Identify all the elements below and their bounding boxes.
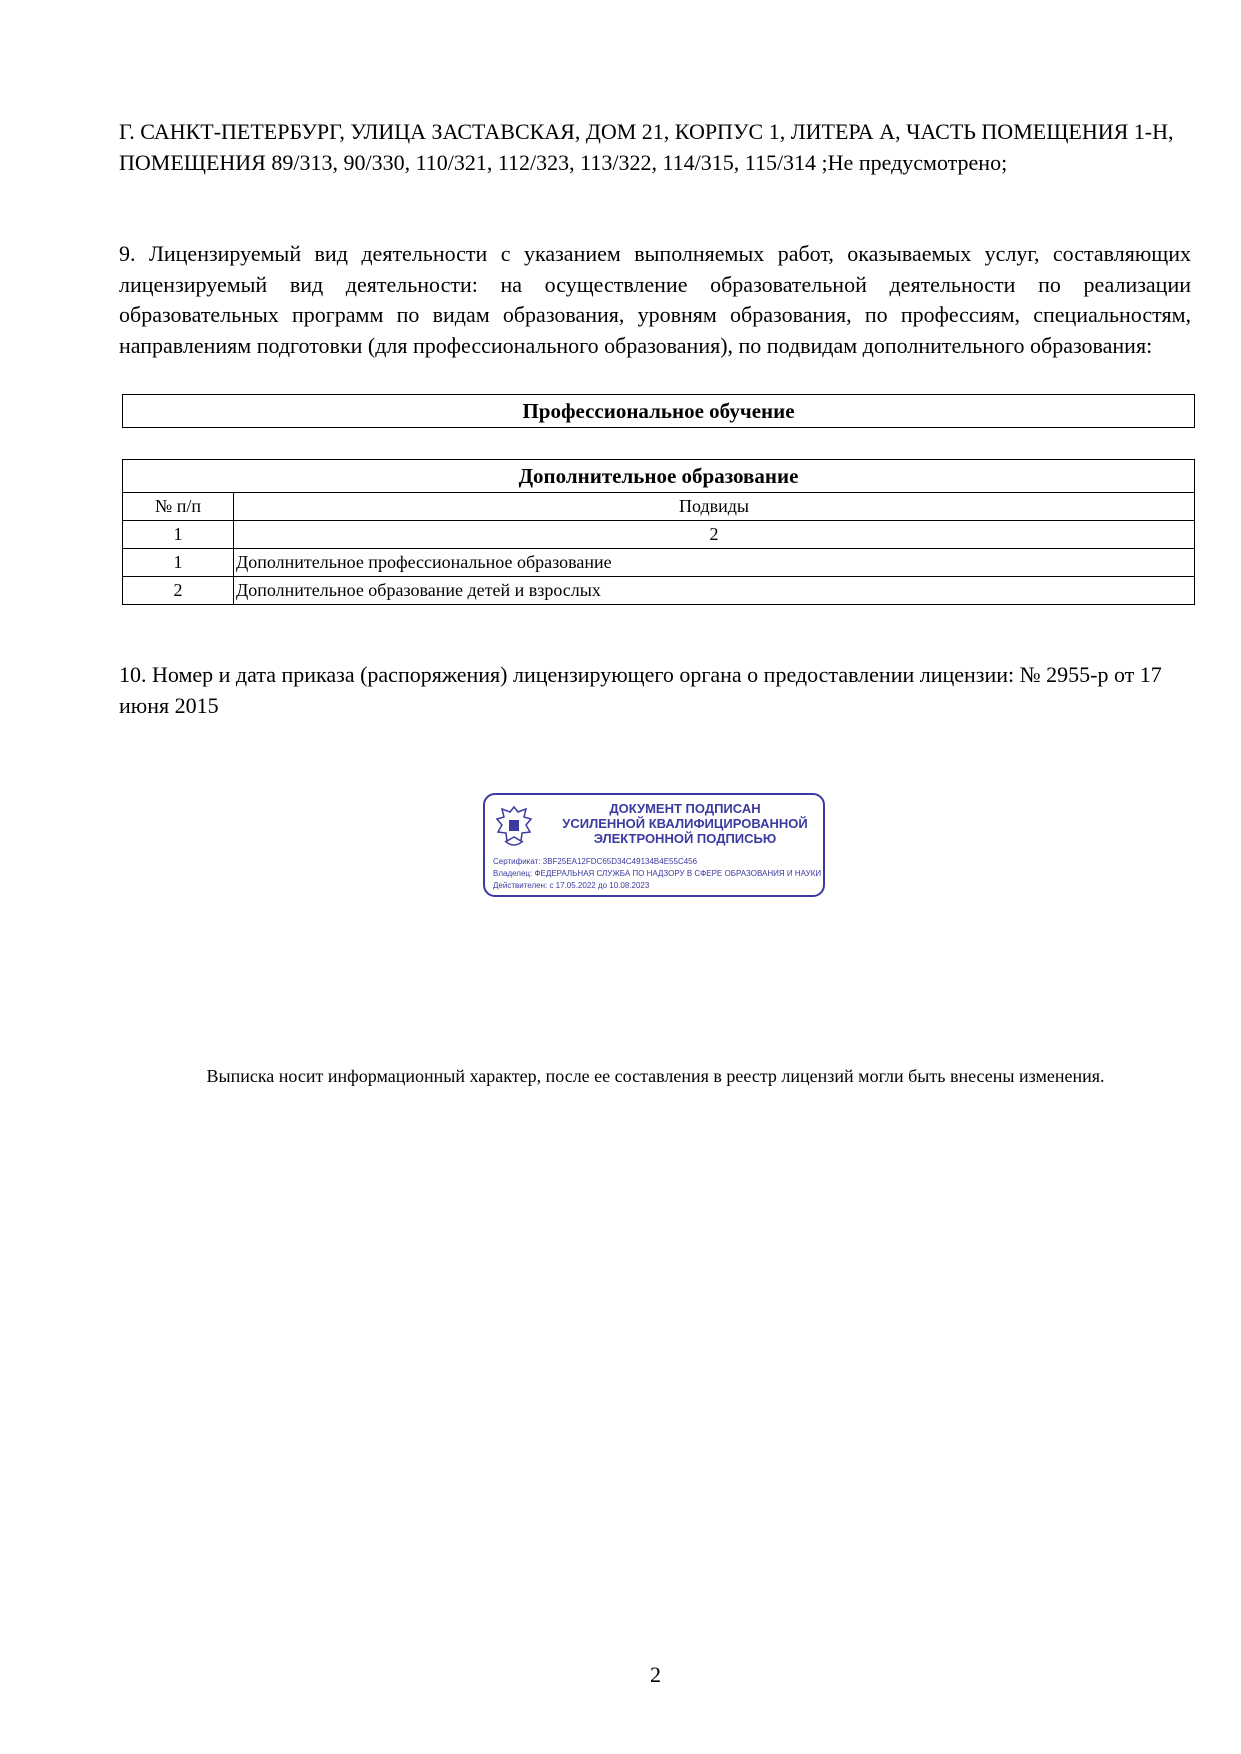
header-number: № п/п: [123, 493, 234, 521]
table-row: [123, 577, 1195, 605]
stamp-certificate: Сертификат: 3BF25EA12FDC65D34C49134B4E55C456: [493, 857, 698, 866]
professional-training-table: [122, 394, 1195, 428]
stamp-title-line: ДОКУМЕНТ ПОДПИСАН: [609, 801, 761, 816]
header-subtypes: Подвиды: [234, 493, 1195, 521]
stamp-title-line: УСИЛЕННОЙ КВАЛИФИЦИРОВАННОЙ: [562, 816, 808, 831]
row-subtype: Дополнительное образование детей и взрослых: [234, 577, 1195, 605]
table-title: Профессиональное обучение: [123, 395, 1195, 428]
stamp-owner: Владелец: ФЕДЕРАЛЬНАЯ СЛУЖБА ПО НАДЗОРУ В СФЕРЕ ОБРАЗОВАНИЯ И НАУКИ: [493, 869, 822, 878]
additional-education-table: [122, 459, 1195, 605]
stamp-title-line: ЭЛЕКТРОННОЙ ПОДПИСЬЮ: [593, 831, 777, 846]
index-cell: 2: [234, 521, 1195, 549]
footer-note: Выписка носит информационный характер, после ее составления в реестр лицензий могли быть внесены изменения.: [206, 1066, 1105, 1086]
table-row: [123, 549, 1195, 577]
row-subtype: Дополнительное профессиональное образование: [234, 549, 1195, 577]
stamp-validity: Действителен: с 17.05.2022 до 10.08.2023: [493, 881, 650, 890]
address-text: Г. САНКТ-ПЕТЕРБУРГ, УЛИЦА ЗАСТАВСКАЯ, ДОМ 21, КОРПУС 1, ЛИТЕРА А, ЧАСТЬ ПОМЕЩЕНИЯ 1-Н, ПОМЕЩЕНИЯ 89/313, 90/330, 110/321, 112/323, 113/322, 114/315, 115/314 ;Не предусмотрено;: [119, 119, 1174, 175]
row-number: 1: [123, 549, 234, 577]
signature-stamp: [483, 793, 825, 897]
row-number: 2: [123, 577, 234, 605]
item-9-text: 9. Лицензируемый вид деятельности с указанием выполняемых работ, оказываемых услуг, составляющих лицензируемый вид деятельности: на осуществление образовательной деятельности по реализации образовательных программ по видам образования, уровням образования, по профессиям, специальностям, направлениям подготовки (для профессионального образования), по подвидам дополнительного образования:: [119, 241, 1191, 358]
page-number: 2: [650, 1662, 661, 1687]
table-title: Дополнительное образование: [123, 460, 1195, 493]
index-cell: 1: [123, 521, 234, 549]
item-10-text: 10. Номер и дата приказа (распоряжения) лицензирующего органа о предоставлении лицензии: № 2955-р от 17 июня 2015: [119, 662, 1162, 718]
coat-of-arms-icon: [493, 803, 535, 851]
